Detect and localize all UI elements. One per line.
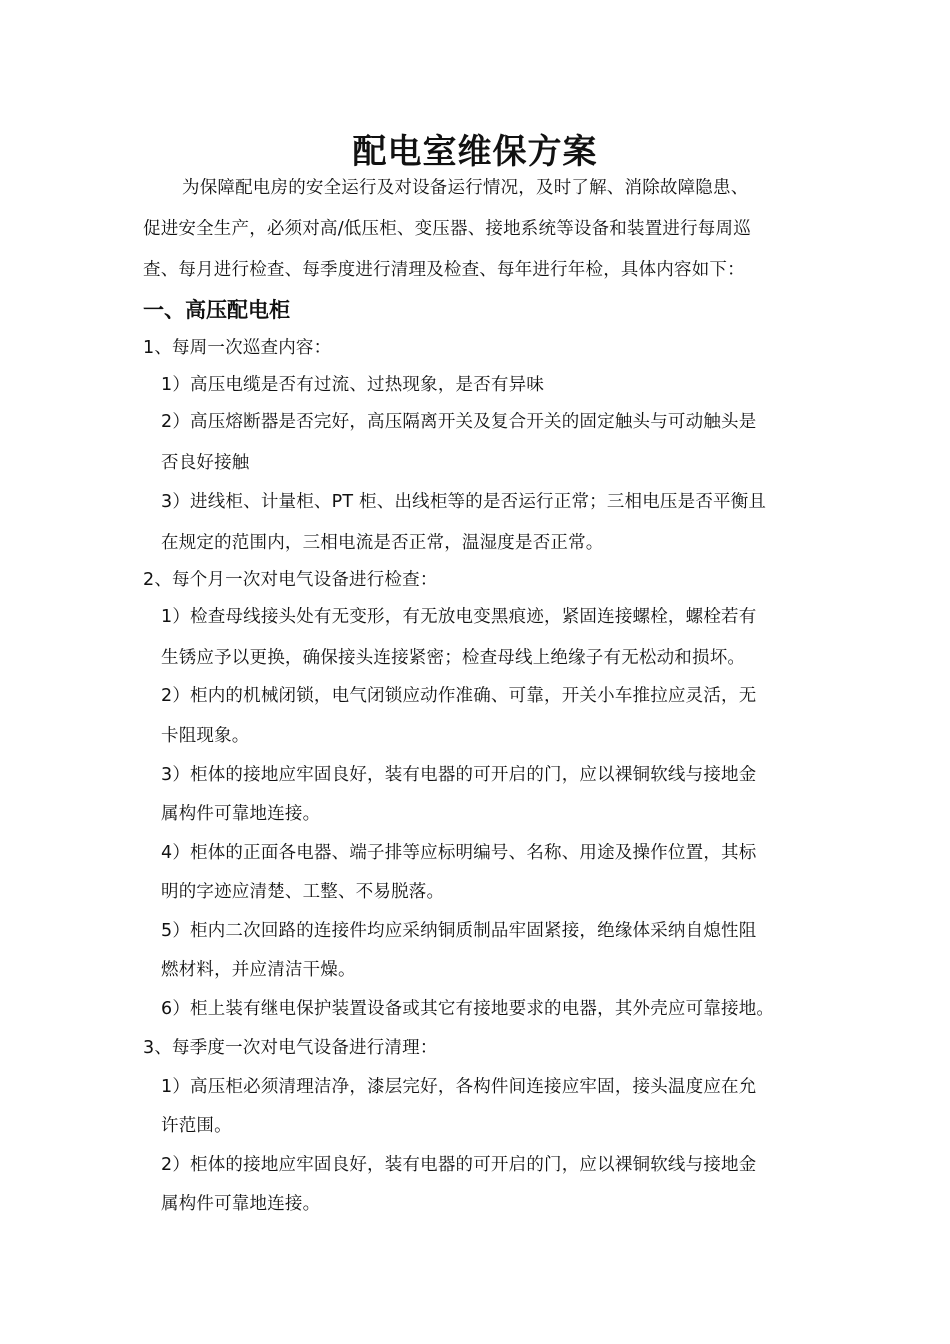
subsection-heading: 3、每季度一次对电气设备进行清理： xyxy=(143,1038,438,1058)
list-item: 3）柜体的接地应牢固良好，装有电器的可开启的门，应以裸铜软线与接地金 xyxy=(161,765,757,785)
list-item: 3）进线柜、计量柜、PT 柜、出线柜等的是否运行正常；三相电压是否平衡且 xyxy=(161,492,767,512)
list-item: 4）柜体的正面各电器、端子排等应标明编号、名称、用途及操作位置，其标 xyxy=(161,843,757,863)
intro-line: 为保障配电房的安全运行及对设备运行情况，及时了解、消除故障隐患、 xyxy=(182,178,749,198)
list-item: 属构件可靠地连接。 xyxy=(161,1194,321,1214)
list-item: 否良好接触 xyxy=(161,453,250,473)
list-item: 5）柜内二次回路的连接件均应采纳铜质制品牢固紧接，绝缘体采纳自熄性阻 xyxy=(161,921,757,941)
list-item: 1）高压柜必须清理洁净，漆层完好，各构件间连接应牢固，接头温度应在允 xyxy=(161,1077,757,1097)
list-item: 卡阻现象。 xyxy=(161,726,250,746)
list-item: 许范围。 xyxy=(161,1116,232,1136)
list-item: 2）柜体的接地应牢固良好，装有电器的可开启的门，应以裸铜软线与接地金 xyxy=(161,1155,757,1175)
list-item: 生锈应予以更换，确保接头连接紧密；检查母线上绝缘子有无松动和损坏。 xyxy=(161,648,746,668)
list-item: 2）柜内的机械闭锁，电气闭锁应动作准确、可靠，开关小车推拉应灵活，无 xyxy=(161,686,757,706)
section-heading: 一、高压配电柜 xyxy=(143,298,290,322)
list-item: 燃材料，并应清洁干燥。 xyxy=(161,960,356,980)
intro-line: 查、每月进行检查、每季度进行清理及检查、每年进行年检，具体内容如下： xyxy=(143,260,745,280)
document-title: 配电室维保方案 xyxy=(352,132,598,172)
subsection-heading: 1、每周一次巡查内容： xyxy=(143,338,332,358)
subsection-heading: 2、每个月一次对电气设备进行检查： xyxy=(143,570,438,590)
intro-line: 促进安全生产，必须对高/低压柜、变压器、接地系统等设备和装置进行每周巡 xyxy=(143,219,751,239)
list-item: 6）柜上装有继电保护装置设备或其它有接地要求的电器，其外壳应可靠接地。 xyxy=(161,999,775,1019)
list-item: 属构件可靠地连接。 xyxy=(161,804,321,824)
list-item: 明的字迹应清楚、工整、不易脱落。 xyxy=(161,882,445,902)
list-item: 1）高压电缆是否有过流、过热现象，是否有异味 xyxy=(161,375,545,395)
list-item: 2）高压熔断器是否完好，高压隔离开关及复合开关的固定触头与可动触头是 xyxy=(161,412,757,432)
list-item: 1）检查母线接头处有无变形，有无放电变黑痕迹，紧固连接螺栓，螺栓若有 xyxy=(161,607,757,627)
list-item: 在规定的范围内，三相电流是否正常，温湿度是否正常。 xyxy=(161,533,604,553)
